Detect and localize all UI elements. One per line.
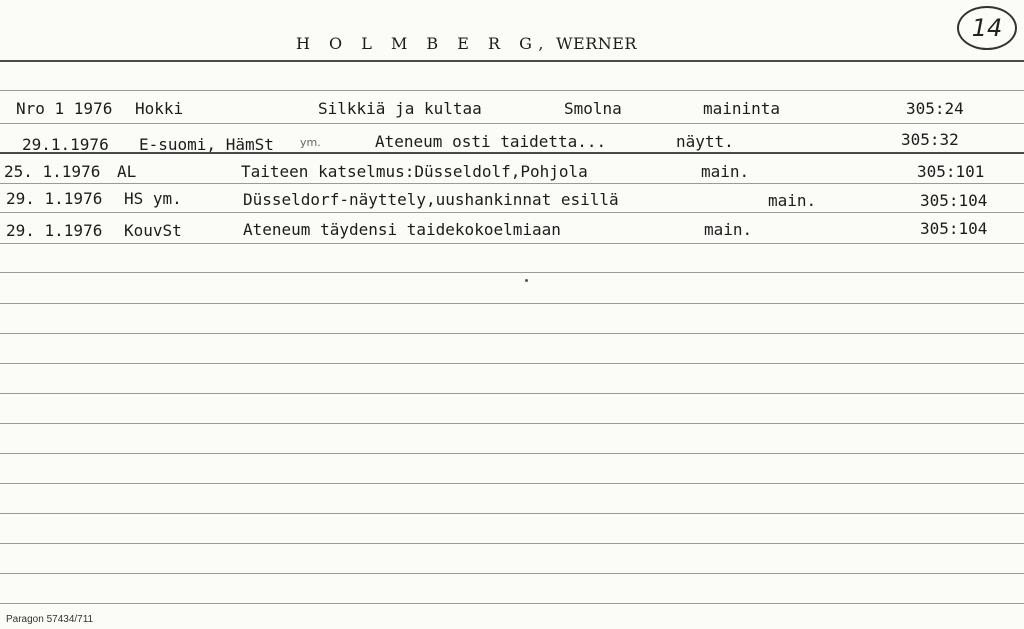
title-firstname: WERNER [556, 34, 637, 53]
rule-line [0, 212, 1024, 213]
rule-line [0, 243, 1024, 244]
entry-type: main. [701, 162, 750, 181]
entry-date: Nro 1 1976 [16, 99, 113, 118]
entry-title: Ateneum täydensi taidekokoelmiaan [243, 220, 561, 239]
entry-ref: 305:104 [920, 191, 988, 210]
entry-source: HS ym. [124, 189, 182, 208]
card-title [296, 34, 637, 53]
entry-title: Ateneum osti taidetta... [375, 132, 607, 151]
entry-title: Taiteen katselmus:Düsseldolf,Pohjola [241, 162, 588, 181]
entry-type: näytt. [676, 132, 734, 151]
rule-line [0, 272, 1024, 273]
entry-date: 25. 1.1976 [4, 162, 101, 181]
card-footer: Paragon 57434/711 [6, 614, 94, 625]
ink-dot [525, 279, 528, 282]
entry-type: maininta [703, 99, 781, 118]
entry-source: E-suomi, HämSt [139, 135, 274, 154]
rule-line [0, 90, 1024, 91]
rule-line [0, 603, 1024, 604]
rule-line [0, 60, 1024, 62]
card-number-badge: 14 [957, 6, 1017, 50]
rule-line [0, 543, 1024, 544]
entry-handwritten-mark: ym. [300, 136, 321, 149]
entry-ref: 305:32 [901, 130, 959, 149]
entry-ref: 305:104 [920, 219, 988, 238]
entry-type: main. [704, 220, 753, 239]
rule-line [0, 513, 1024, 514]
rule-line [0, 333, 1024, 334]
entry-type: main. [768, 191, 817, 210]
entry-date: 29. 1.1976 [6, 221, 103, 240]
entry-source: Hokki [135, 99, 184, 118]
entry-source: KouvSt [124, 221, 182, 240]
rule-line [0, 123, 1024, 124]
rule-line [0, 183, 1024, 184]
entry-date: 29. 1.1976 [6, 189, 103, 208]
entry-title: Düsseldorf-näyttely,uushankinnat esillä [243, 190, 619, 209]
rule-line [0, 453, 1024, 454]
rule-line [0, 483, 1024, 484]
rule-line [0, 423, 1024, 424]
entry-date: 29.1.1976 [22, 135, 109, 154]
rule-line [0, 363, 1024, 364]
rule-line [0, 303, 1024, 304]
rule-line [0, 573, 1024, 574]
rule-line [0, 393, 1024, 394]
title-surname: H O L M B E R G, [296, 34, 551, 53]
entry-source: AL [117, 162, 137, 181]
entry-ref: 305:101 [917, 162, 985, 181]
entry-extra: Smolna [564, 99, 622, 118]
entry-title: Silkkiä ja kultaa [318, 99, 482, 118]
entry-ref: 305:24 [906, 99, 964, 118]
